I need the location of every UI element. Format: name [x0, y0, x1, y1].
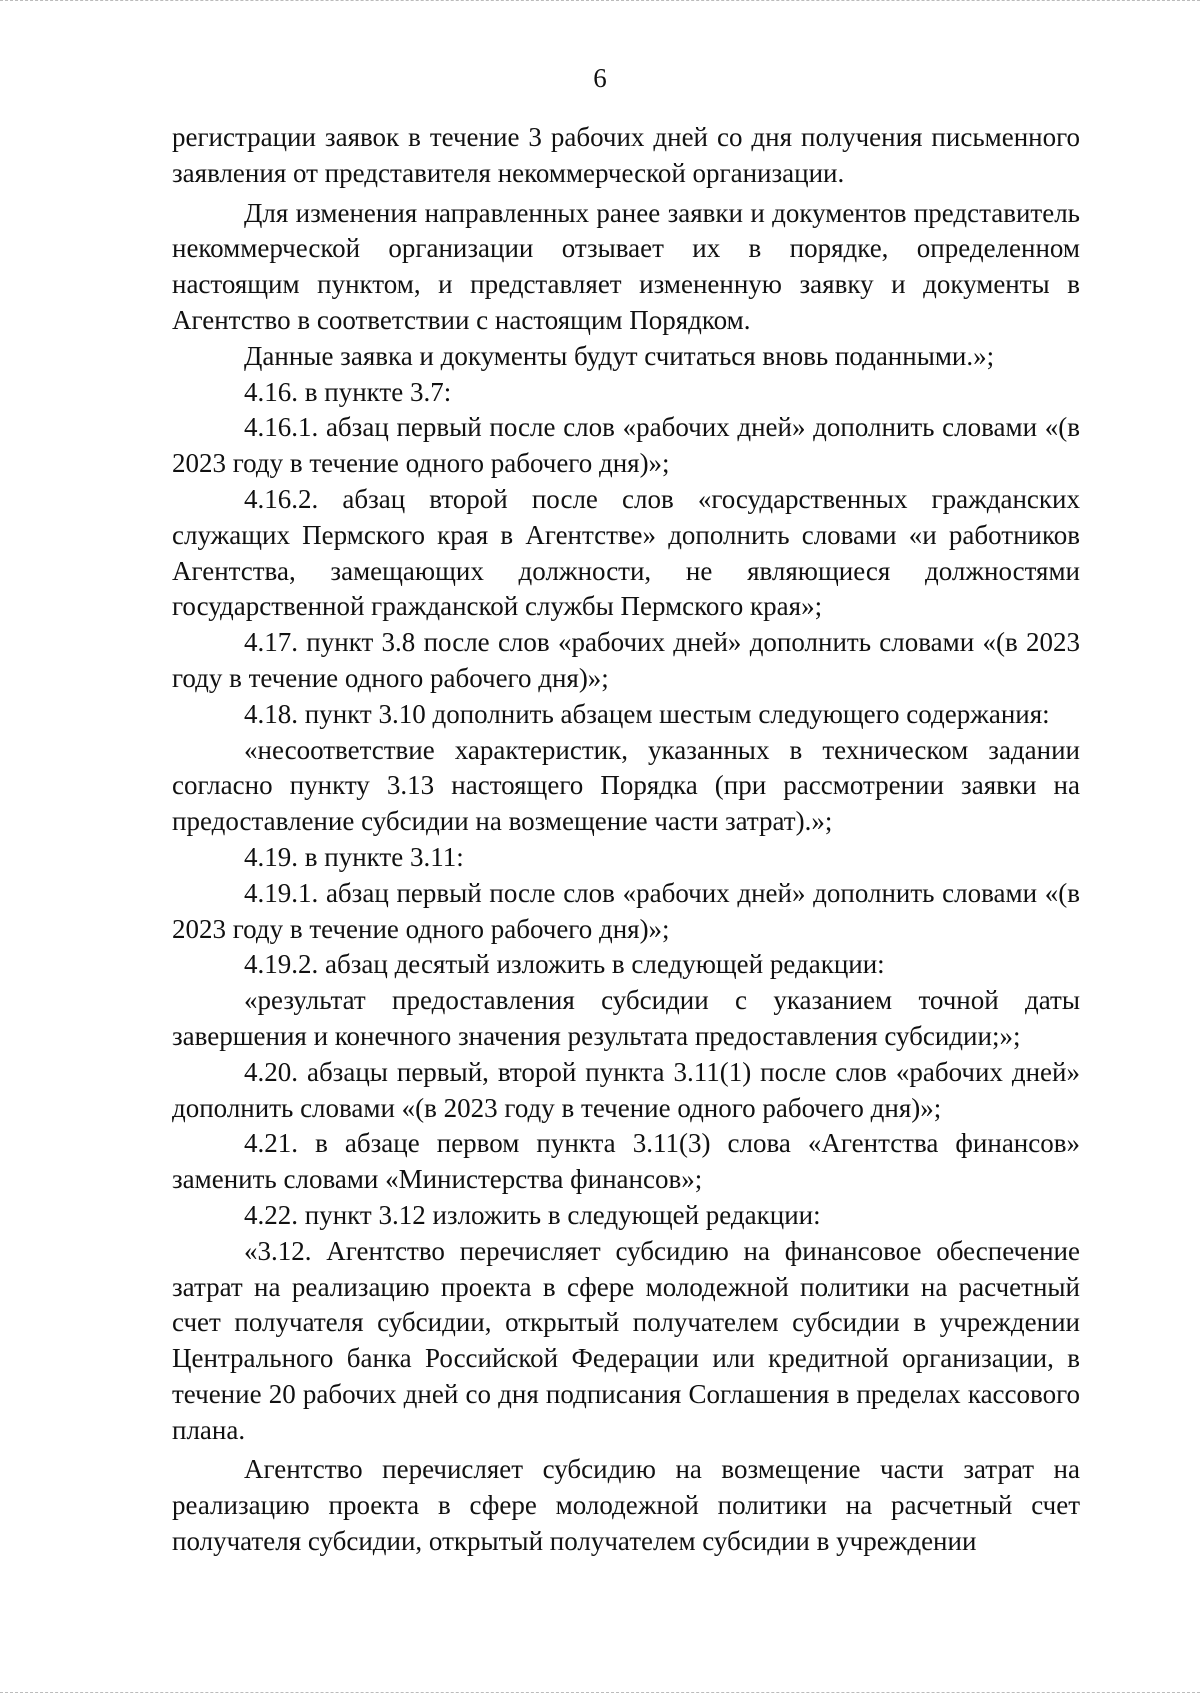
- paragraph: 4.20. абзацы первый, второй пункта 3.11(1) после слов «рабочих дней» дополнить словами «(в 2023 году в течение одного рабочего дня)»;: [172, 1056, 1080, 1123]
- paragraph: Данные заявка и документы будут считаться вновь поданными.»;: [244, 340, 995, 371]
- paragraph: 4.19. в пункте 3.11:: [244, 841, 464, 872]
- paragraph: 4.19.1. абзац первый после слов «рабочих дней» дополнить словами «(в 2023 году в течение одного рабочего дня)»;: [172, 877, 1080, 944]
- paragraph: 4.17. пункт 3.8 после слов «рабочих дней» дополнить словами «(в 2023 году в течение одного рабочего дня)»;: [172, 627, 1080, 693]
- paragraph: 4.16.1. абзац первый после слов «рабочих дней» дополнить словами «(в 2023 году в течение одного рабочего дня)»;: [172, 412, 1080, 479]
- paragraph: 4.16.2. абзац второй после слов «государственных гражданских служащих Пермского края в Агентстве» дополнить словами «и работников Агентства, замещающих должности, не являющиеся должностями государственной гражданской службы Пермского края»;: [172, 483, 1080, 622]
- paragraph: Агентство перечисляет субсидию на возмещение части затрат на реализацию проекта в сфере молодежной политики на расчетный счет получателя субсидии, открытый получателем субсидии в учреждении: [172, 1454, 1080, 1557]
- paragraph: «3.12. Агентство перечисляет субсидию на финансовое обеспечение затрат на реализацию проекта в сфере молодежной политики на расчетный счет получателя субсидии, открытый получателем субсидии в учреждении Центрального банка Российской Федерации или кредитной организации, в течение 20 рабочих дней со дня подписания Соглашения в пределах кассового плана.: [172, 1235, 1080, 1445]
- paragraph: 4.16. в пункте 3.7:: [244, 376, 452, 407]
- paragraph: 4.22. пункт 3.12 изложить в следующей редакции:: [244, 1199, 821, 1230]
- scan-edge-top: [0, 0, 1200, 1]
- paragraph: «результат предоставления субсидии с указанием точной даты завершения и конечного значения результата предоставления субсидии;»;: [172, 985, 1080, 1051]
- page-number: 6: [593, 63, 607, 93]
- paragraph: регистрации заявок в течение 3 рабочих дней со дня получения письменного заявления от представителя некоммерческой организации.: [172, 122, 1080, 188]
- paragraph: Для изменения направленных ранее заявки и документов представитель некоммерческой организации отзывает их в порядке, определенном настоящим пунктом, и представляет измененную заявку и документы в Агентство в соответствии с настоящим Порядком.: [172, 197, 1080, 335]
- paragraph: 4.21. в абзаце первом пункта 3.11(3) слова «Агентства финансов» заменить словами «Министерства финансов»;: [172, 1128, 1080, 1195]
- document-body: [172, 120, 1080, 1560]
- paragraph: «несоответствие характеристик, указанных в техническом задании согласно пункту 3.13 настоящего Порядка (при рассмотрении заявки на предоставление субсидии на возмещение части затрат).»;: [172, 734, 1080, 837]
- paragraph: 4.18. пункт 3.10 дополнить абзацем шестым следующего содержания:: [244, 698, 1050, 729]
- paragraph: 4.19.2. абзац десятый изложить в следующей редакции:: [244, 949, 885, 980]
